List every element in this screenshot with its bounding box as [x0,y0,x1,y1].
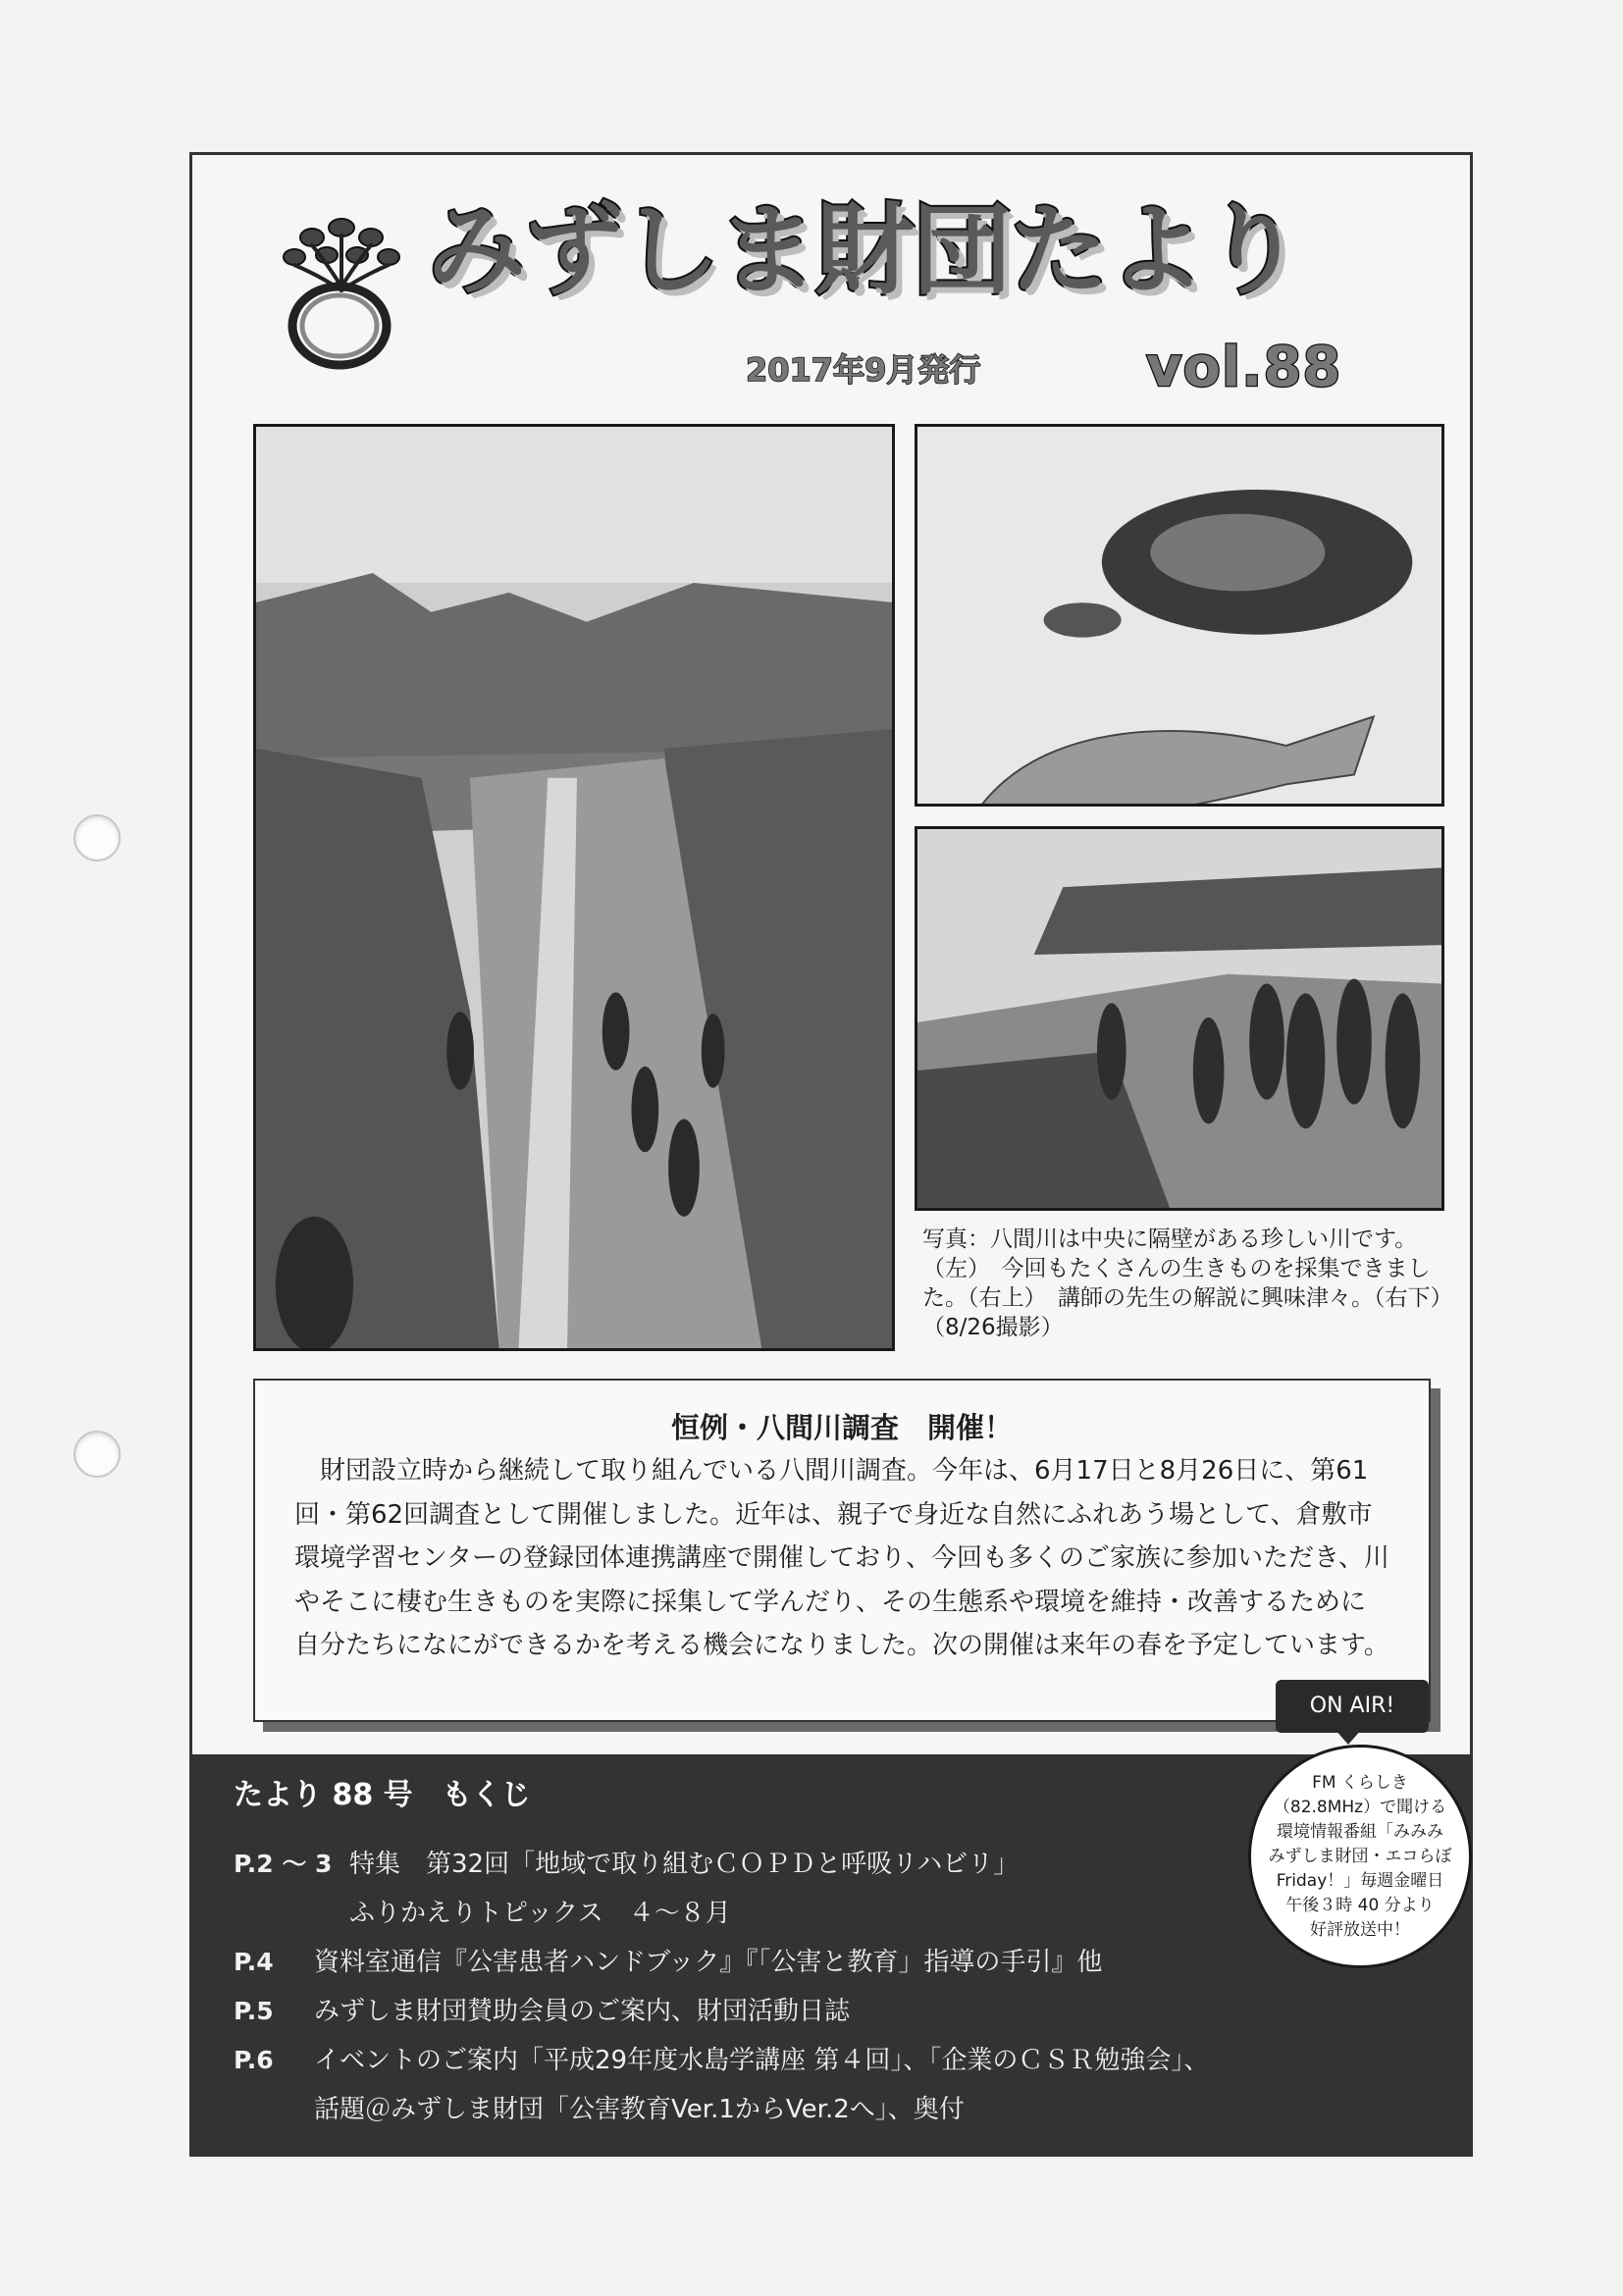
photo-captured-creatures [915,424,1444,807]
photo-lecture [915,826,1444,1211]
article-box [253,1379,1431,1722]
toc-text: みずしま財団賛助会員のご案内、財団活動日誌 [314,1997,851,2026]
radio-notice-line: 好評放送中！ [1310,1919,1410,1940]
article-title: 恒例・八間川調査 開催！ [670,1411,1013,1444]
radio-notice-line: 午後３時 40 分より [1285,1895,1435,1915]
toc-page: P.6 [234,2046,274,2074]
toc-item [234,2041,1209,2080]
newsletter-title: みずしま財団たより [427,192,1302,308]
radio-notice-line: 環境情報番組「みみみ [1277,1821,1443,1842]
toc-page: P.2 ～ 3 [234,1850,333,1878]
article-body: 財団設立時から継続して取り組んでいる八間川調査。今年は、6月17日と8月26日に、第61回・第62回調査として開催しました。近年は、親子で身近な自然にふれあう場として、倉敷市環境学習センターの登録団体連携講座で開催しており、今回も多くのご家族に参加いただき、川やそこに棲む生きものを実際に採集して学んだり、その生態系や環境を維持・改善するために自分たちになにができるかを考える機会になりました。次の開催は来年の春を予定しています。 [294,1456,1389,1660]
toc-item [234,1992,850,2031]
toc-title: たより 88 号 もくじ [234,1778,531,1812]
toc-text: 資料室通信『公害患者ハンドブック』『「公害と教育」指導の手引』他 [314,1948,1103,1977]
photo-caption: 写真：八間川は中央に隔壁がある珍しい川です。（左） 今回もたくさんの生きものを採集できました。（右上） 講師の先生の解説に興味津々。（右下）（8/26撮影） [922,1226,1441,1340]
toc-item [234,1845,1019,1884]
radio-notice-line: FM くらしき [1312,1772,1408,1793]
radio-notice-line: （82.8MHz）で聞ける [1273,1797,1447,1817]
volume-number: vol.88 [1146,336,1342,399]
onair-tag: ON AIR! [1276,1680,1429,1733]
punch-hole-upper [74,814,121,861]
toc-page: P.5 [234,1997,274,2025]
radio-program-notice [1248,1745,1472,1968]
toc-text: 特集 第32回「地域で取り組むＣＯＰＤと呼吸リハビリ」 [349,1850,1020,1879]
radio-notice-line: みずしま財団・エコらぼ [1268,1846,1452,1866]
toc-item [314,2090,965,2129]
issue-date: 2017年9月発行 [746,351,981,389]
toc-page: P.4 [234,1948,274,1976]
foundation-logo [273,206,410,373]
radio-notice-line: Friday！」毎週金曜日 [1276,1870,1444,1891]
toc-text: イベントのご案内「平成29年度水島学講座 第４回」、「企業のＣＳＲ勉強会」、 [314,2046,1210,2075]
toc-text: 話題＠みずしま財団「公害教育Ver.1からVer.2へ」、奥付 [314,2095,965,2124]
onair-tag-pointer [1335,1729,1362,1745]
toc-text: ふりかえりトピックス ４～８月 [349,1899,731,1928]
punch-hole-lower [74,1431,121,1478]
toc-item [234,1943,1102,1982]
toc-item [349,1894,731,1933]
photo-river-survey [253,424,895,1351]
